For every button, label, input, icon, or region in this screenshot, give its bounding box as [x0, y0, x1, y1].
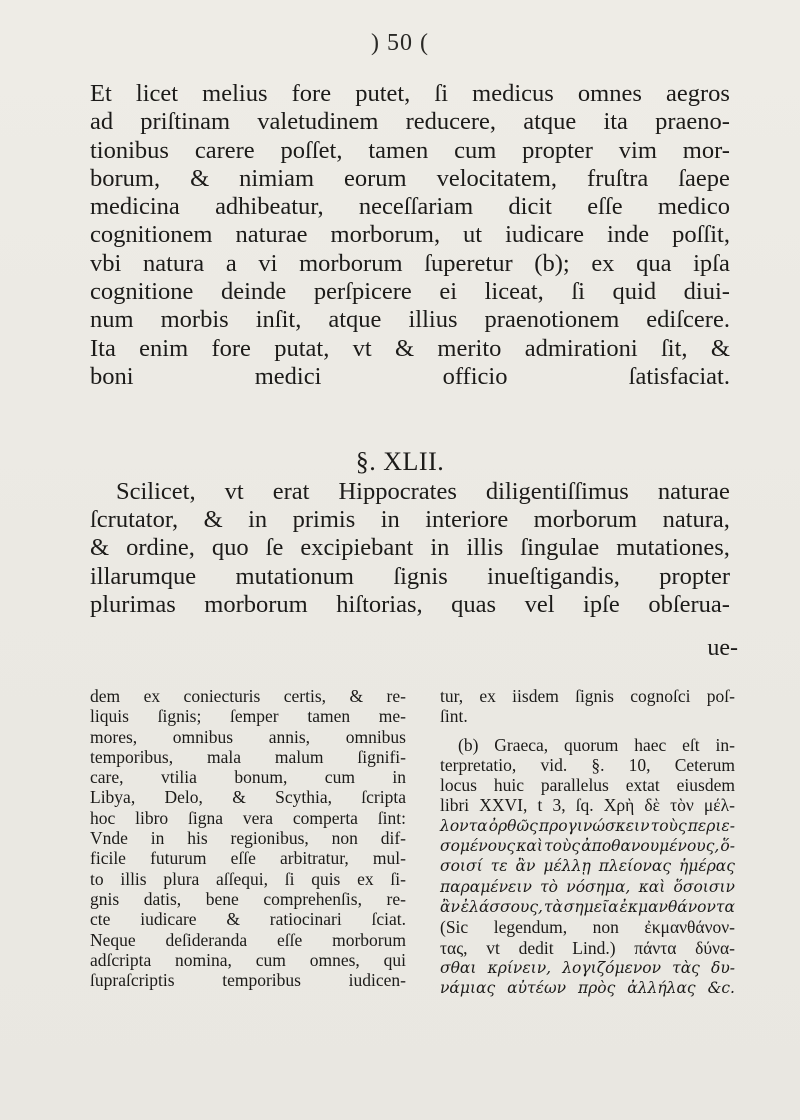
footnote-line: to illis plura aſſequi, ſi quis ex ſi-	[90, 868, 406, 889]
main-paragraph-1	[90, 80, 730, 391]
footnote-column-right	[440, 686, 735, 998]
footnote-line: gnis datis, bene comprehenſis, re-	[90, 888, 406, 909]
text-line: ad priſtinam valetudinem reducere, atque ita praeno-	[90, 108, 730, 136]
text-line: medicina adhibeatur, neceſſariam dicit eſſe medico	[90, 193, 730, 221]
text-line: borum, & nimiam eorum velocitatem, fruſtra ſaepe	[90, 164, 730, 192]
footnote-line-greek: παραμένειν τὸ νόσημα, καὶ ὅσοισιν	[440, 877, 735, 896]
footnote-line: ſupraſcriptis temporibus iudicen-	[90, 970, 406, 991]
footnote-line: ficile futurum eſſe arbitratur, mul-	[90, 848, 406, 869]
text-line-last: boni medici officio ſatisfaciat.	[90, 362, 730, 390]
text-line: & ordine, quo ſe excipiebant in illis ſingulae mutationes,	[90, 534, 730, 562]
footnote-line-greek: ἂν ἐλάσσους, τὰ σημεῖα ἐκμανθάνοντα	[440, 897, 735, 916]
footnote-line: liquis ſignis; ſemper tamen me-	[90, 706, 406, 727]
section-heading: §. XLII.	[355, 447, 445, 476]
text-line: Ita enim fore putat, vt & merito admirationi ſit, &	[90, 334, 730, 362]
text-line: vbi natura a vi morborum ſuperetur (b); ex qua ipſa	[90, 249, 730, 277]
footnote-line: locus huic parallelus extat eiusdem	[440, 775, 735, 796]
footnote-line: adſcripta nomina, cum omnes, qui	[90, 949, 406, 970]
text-line: illarumque mutationum ſignis inueſtigandis, propter	[90, 562, 730, 590]
main-paragraph-2	[90, 478, 730, 619]
footnote-line: dem ex coniecturis certis, & re-	[90, 686, 406, 706]
footnote-line: terpretatio, vid. §. 10, Ceterum	[440, 754, 735, 775]
footnote-line: ſint.	[440, 706, 468, 727]
footnote-line: tur, ex iisdem ſignis cognoſci poſ-	[440, 686, 735, 706]
footnote-line: Vnde in his regionibus, non dif-	[90, 828, 406, 849]
footnote-line: cte iudicare & ratiocinari ſciat.	[90, 909, 406, 930]
footnote-line: hoc libro ſigna vera comperta ſint:	[90, 807, 406, 828]
text-line: plurimas morborum hiſtorias, quas vel ipſe obſerua-	[90, 590, 730, 618]
footnote-line-greek: νάμιας αὐτέων πρὸς ἀλλήλας &c.	[440, 979, 735, 998]
footnote-line-greek: σομένους καὶ τοὺς ἀποθανουμένους, ὅ-	[440, 837, 735, 856]
text-line: Scilicet, vt erat Hippocrates diligentiſſimus naturae	[116, 478, 730, 505]
footnote-line: (Sic legendum, non ἐκμανθάνον-	[440, 917, 735, 938]
text-line: tionibus carere poſſet, tamen cum propter vim mor-	[90, 136, 730, 164]
footnote-line: mores, omnibus annis, omnibus	[90, 726, 406, 747]
footnote-line: libri XXVI, t 3, ſq. Χρὴ δὲ τὸν μέλ-	[440, 795, 735, 816]
footnote-line-greek: σοισί τε ἂν μέλλῃ πλείονας ἡμέρας	[440, 857, 735, 876]
text-line: num morbis inſit, atque illius praenotionem ediſcere.	[90, 306, 730, 334]
page-number: ) 50 (	[371, 30, 429, 56]
footnote-line: (b) Graeca, quorum haec eſt in-	[458, 734, 735, 755]
footnote-line-greek: σθαι κρίνειν, λογιζόμενον τὰς δυ-	[440, 958, 735, 977]
text-line: Et licet melius fore putet, ſi medicus omnes aegros	[90, 80, 730, 107]
footnote-line: temporibus, mala malum ſignifi-	[90, 746, 406, 767]
text-line: cognitione deinde perſpicere ei liceat, ſi quid diui-	[90, 278, 730, 306]
footnote-line: care, vtilia bonum, cum in	[90, 767, 406, 788]
footnote-column-left	[90, 686, 406, 990]
footnote-line-greek: λοντα ὀρθῶς προγινώσκειν τοὺς περιε-	[440, 816, 735, 835]
footnote-line: τας, vt dedit Lind.) πάντα δύνα-	[440, 937, 735, 958]
catchword: ue-	[707, 635, 738, 661]
footnote-line: Libya, Delo, & Scythia, ſcripta	[90, 787, 406, 808]
footnote-line: Neque deſideranda eſſe morborum	[90, 929, 406, 950]
text-line: cognitionem naturae morborum, ut iudicare inde poſſit,	[90, 221, 730, 249]
text-line: ſcrutator, & in primis in interiore morborum natura,	[90, 506, 730, 534]
